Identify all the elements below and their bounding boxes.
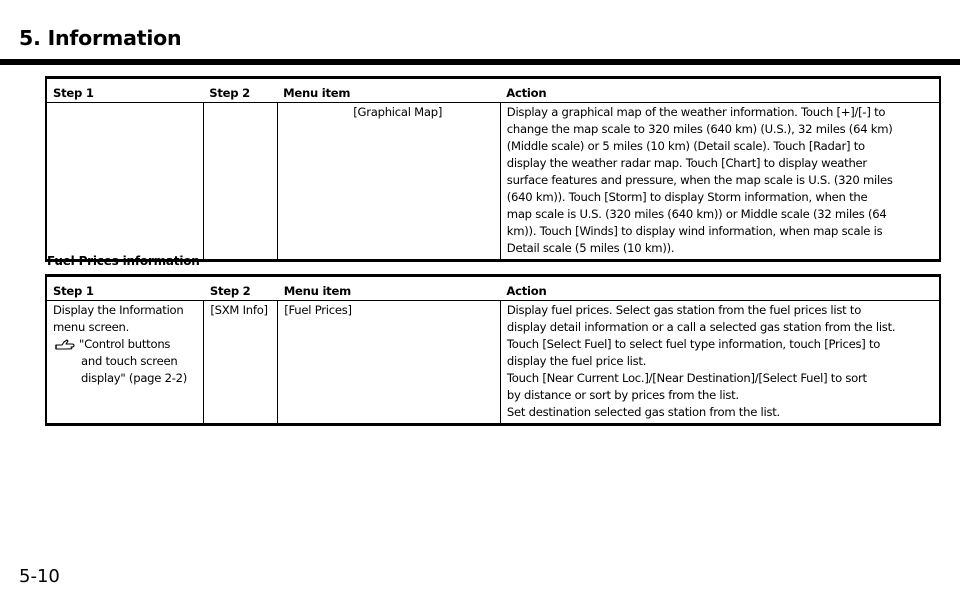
step2-cell: [SXM Info]: [204, 301, 278, 425]
action-line: (Middle scale) or 5 miles (10 km) (Detail scale). Touch [Radar] to: [506, 139, 865, 153]
menu-item-graphical-map: [Graphical Map]: [353, 105, 443, 119]
reference-hand-icon: [53, 336, 77, 352]
column-header-action: Action: [506, 86, 547, 100]
action-line: display detail information or a call a selected gas station from the list.: [506, 320, 896, 334]
page-reference: [53, 336, 203, 353]
action-line: display the fuel price list.: [506, 354, 647, 368]
action-line: Detail scale (5 miles (10 km)).: [506, 241, 675, 255]
column-header-step2: Step 2: [209, 86, 250, 100]
page-number: 5-10: [19, 566, 60, 587]
menu-item-cell: [Fuel Prices]: [278, 301, 501, 425]
action-line: Touch [Near Current Loc.]/[Near Destination]/[Select Fuel] to sort: [506, 371, 867, 385]
action-line: Display fuel prices. Select gas station from the fuel prices list to: [506, 303, 862, 317]
action-cell: [500, 301, 940, 425]
table-header-row: [46, 276, 940, 301]
action-cell: [500, 103, 940, 261]
section-heading-fuel-prices: Fuel Prices information: [47, 254, 200, 268]
fuel-prices-table: [45, 274, 941, 426]
page-reference-text: display" (page 2-2): [81, 371, 188, 385]
page-header: [0, 0, 960, 64]
column-header-menu-item: Menu item: [283, 86, 351, 100]
step1-line: menu screen.: [53, 320, 130, 334]
page-reference-text: "Control buttons: [79, 337, 171, 351]
column-header-step2: Step 2: [209, 284, 251, 298]
step1-line: Display the Information: [53, 303, 184, 317]
action-line: km)). Touch [Winds] to display wind information, when map scale is: [506, 224, 883, 238]
header-rule: [0, 59, 960, 65]
action-line: Touch [Select Fuel] to select fuel type information, touch [Prices] to: [506, 337, 881, 351]
column-header-action: Action: [506, 284, 547, 298]
step1-cell: [46, 301, 204, 425]
action-line: Display a graphical map of the weather information. Touch [+]/[-] to: [506, 105, 886, 119]
table-row: [46, 103, 940, 261]
action-line: change the map scale to 320 miles (640 km) (U.S.), 32 miles (64 km): [506, 122, 893, 136]
action-line: (640 km)). Touch [Storm] to display Storm information, when the: [506, 190, 868, 204]
table-header-row: [46, 78, 940, 103]
column-header-menu-item: Menu item: [283, 284, 351, 298]
action-line: map scale is U.S. (320 miles (640 km)) or Middle scale (32 miles (64: [506, 207, 887, 221]
step2-cell: [203, 103, 277, 261]
page-reference-text: and touch screen: [81, 354, 178, 368]
page-title: 5. Information: [19, 26, 182, 50]
action-line: by distance or sort by prices from the list.: [506, 388, 739, 402]
column-header-step1: Step 1: [53, 86, 94, 100]
table-row: [46, 301, 940, 425]
column-header-step1: Step 1: [53, 284, 94, 298]
menu-item-cell: [277, 103, 500, 261]
action-line: surface features and pressure, when the map scale is U.S. (320 miles: [506, 173, 893, 187]
weather-map-table: [45, 76, 941, 262]
action-line: Set destination selected gas station from the list.: [506, 405, 780, 419]
step1-cell: [46, 103, 203, 261]
action-line: display the weather radar map. Touch [Chart] to display weather: [506, 156, 867, 170]
